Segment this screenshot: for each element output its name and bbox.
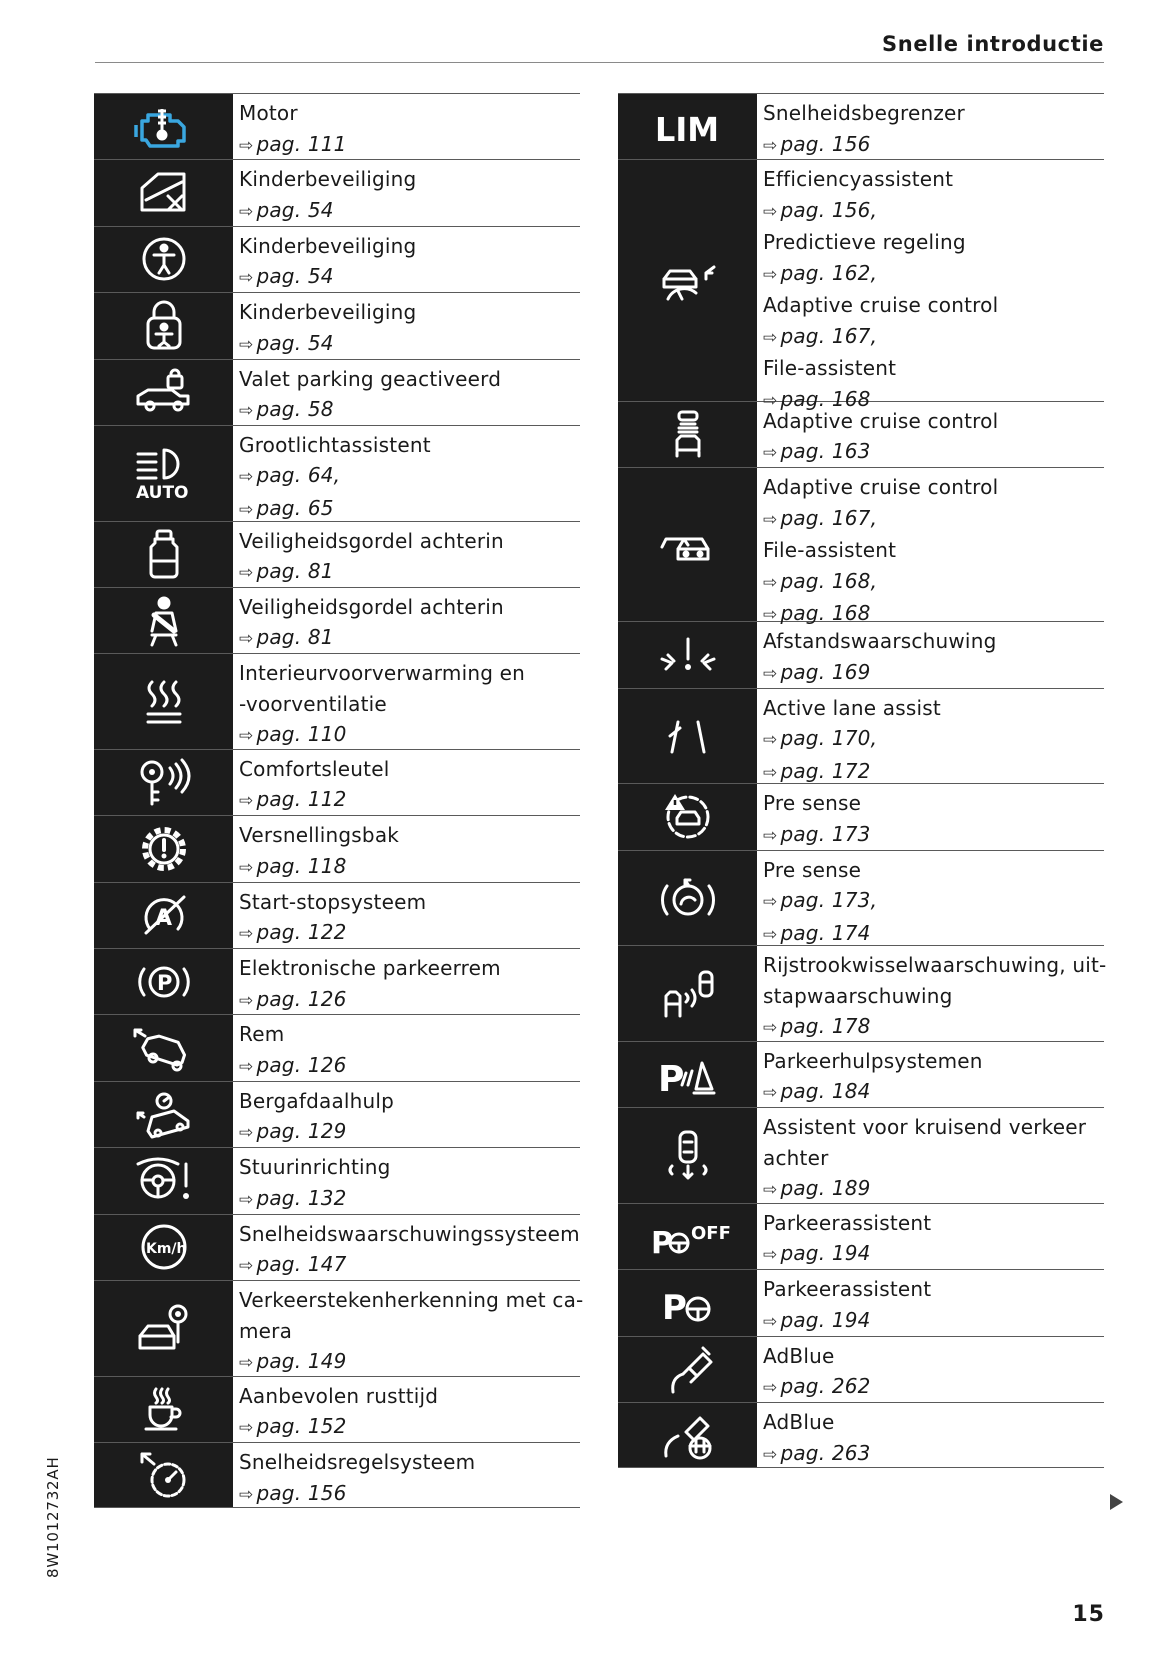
page-reference-link[interactable]: ⇨ pag. 54	[239, 197, 334, 222]
page-reference-link[interactable]: ⇨ pag. 81	[239, 559, 334, 584]
park-steering-off-icon	[618, 1204, 757, 1269]
indicator-label: Rem	[239, 1022, 285, 1047]
page-reference-link[interactable]: ⇨ pag. 126	[239, 986, 347, 1011]
indicator-table-right	[618, 93, 1107, 1468]
indicator-label: Stuurinrichting	[239, 1155, 391, 1180]
indicator-row	[94, 749, 580, 815]
park-assist-icon	[618, 1042, 757, 1107]
brake-hold-car-icon	[94, 1015, 233, 1080]
indicator-row	[618, 467, 1104, 626]
page-reference-link[interactable]: ⇨ pag. 172	[763, 758, 871, 783]
arrow-right-icon: ⇨	[763, 1180, 778, 1201]
page-reference-link[interactable]: ⇨ pag. 167,	[763, 505, 878, 530]
indicator-row	[618, 1402, 1104, 1468]
indicator-description	[233, 816, 580, 881]
indicator-description	[757, 946, 1106, 1041]
arrow-right-icon: ⇨	[239, 334, 254, 355]
pre-sense-warning-icon	[618, 784, 757, 849]
indicator-description	[757, 160, 1104, 411]
indicator-description	[233, 1148, 580, 1213]
arrow-right-icon: ⇨	[239, 1484, 254, 1505]
indicator-label: Interieurvoorverwarming en	[239, 661, 526, 686]
indicator-row	[618, 1107, 1104, 1203]
indicator-label: Kinderbeveiliging	[239, 233, 417, 258]
arrow-right-icon: ⇨	[239, 1056, 254, 1077]
indicator-description	[757, 784, 1104, 849]
arrow-right-icon: ⇨	[763, 135, 778, 156]
arrow-right-icon: ⇨	[239, 268, 254, 289]
indicator-label: Kinderbeveiliging	[239, 300, 417, 325]
indicator-label: mera	[239, 1318, 293, 1343]
arrow-right-icon: ⇨	[763, 509, 778, 530]
adblue-service-icon	[618, 1403, 757, 1467]
page-reference-link[interactable]: ⇨ pag. 132	[239, 1185, 347, 1210]
indicator-row	[618, 850, 1104, 946]
indicator-label: Predictieve regeling	[763, 230, 966, 255]
svg-text:P: P	[657, 1058, 684, 1100]
svg-text:P: P	[661, 1288, 687, 1328]
indicator-description	[233, 1215, 580, 1280]
arrow-right-icon: ⇨	[239, 629, 254, 650]
page-reference-link[interactable]: ⇨ pag. 112	[239, 787, 347, 812]
arrow-right-icon: ⇨	[239, 857, 254, 878]
indicator-row	[618, 945, 1107, 1041]
arrow-right-icon: ⇨	[239, 563, 254, 584]
arrow-right-icon: ⇨	[763, 264, 778, 285]
indicator-label: Snelheidsregelsysteem	[239, 1450, 476, 1475]
arrow-right-icon: ⇨	[763, 390, 778, 411]
indicator-label: Snelheidswaarschuwingssysteem	[239, 1221, 580, 1246]
page-number: 15	[1072, 1602, 1105, 1627]
page-reference-link[interactable]: ⇨ pag. 173	[763, 821, 871, 846]
continue-arrow-icon	[1110, 1494, 1123, 1510]
arrow-right-icon: ⇨	[239, 135, 254, 156]
lane-assist-icon	[618, 689, 757, 784]
page-reference-link[interactable]: ⇨ pag. 170,	[763, 726, 878, 751]
svg-text:AUTO: AUTO	[135, 483, 188, 504]
indicator-description	[233, 160, 580, 225]
arrow-right-icon: ⇨	[239, 201, 254, 222]
page-reference-link[interactable]: ⇨ pag. 168	[763, 601, 871, 626]
page-reference-link[interactable]: ⇨ pag. 81	[239, 625, 334, 650]
indicator-description	[233, 94, 580, 159]
indicator-description	[757, 1403, 1104, 1467]
page-reference-link[interactable]: ⇨ pag. 129	[239, 1119, 347, 1144]
page-reference-link[interactable]: ⇨ pag. 147	[239, 1252, 347, 1277]
arrow-right-icon: ⇨	[763, 1083, 778, 1104]
indicator-description	[233, 522, 580, 587]
indicator-label: Parkeerhulpsystemen	[763, 1048, 983, 1073]
comfort-key-icon	[94, 750, 233, 815]
page-reference-link[interactable]: ⇨ pag. 168,	[763, 568, 878, 593]
indicator-description	[757, 1270, 1104, 1335]
seat-belt-person-icon	[94, 588, 233, 653]
indicator-description	[233, 1377, 580, 1442]
indicator-label: Kinderbeveiliging	[239, 167, 417, 192]
page-reference-link[interactable]: ⇨ pag. 174	[763, 920, 871, 945]
svg-text:OFF: OFF	[690, 1222, 731, 1244]
arrow-right-icon: ⇨	[239, 401, 254, 422]
indicator-row	[94, 1376, 580, 1442]
indicator-label: Snelheidsbegrenzer	[763, 101, 965, 125]
page-reference-link[interactable]: ⇨ pag. 126	[239, 1052, 347, 1077]
indicator-label: Adaptive cruise control	[763, 293, 999, 318]
indicator-description	[233, 949, 580, 1014]
indicator-row	[618, 1336, 1104, 1402]
arrow-right-icon: ⇨	[763, 892, 778, 913]
indicator-row	[618, 688, 1104, 784]
indicator-table-left	[94, 93, 584, 1508]
arrow-right-icon: ⇨	[763, 1311, 778, 1332]
adblue-filler-icon	[618, 1337, 757, 1402]
indicator-description	[757, 622, 1104, 687]
indicator-label: Motor	[239, 101, 298, 125]
indicator-description	[233, 1443, 580, 1507]
arrow-right-icon: ⇨	[763, 825, 778, 846]
park-steering-icon	[618, 1270, 757, 1335]
indicator-label: Bergafdaalhulp	[239, 1088, 395, 1113]
indicator-row	[618, 159, 1104, 411]
indicator-description	[757, 689, 1104, 784]
indicator-row	[94, 1214, 580, 1280]
page-reference-link[interactable]: ⇨ pag. 149	[239, 1349, 347, 1374]
arrow-right-icon: ⇨	[763, 1018, 778, 1039]
indicator-row	[618, 1203, 1104, 1269]
page-reference-link[interactable]: ⇨ pag. 168	[763, 386, 871, 411]
arrow-right-icon: ⇨	[239, 1256, 254, 1277]
indicator-row	[94, 521, 580, 587]
distance-warning-icon	[618, 622, 757, 687]
indicator-row	[94, 93, 580, 159]
arrow-right-icon: ⇨	[239, 499, 254, 520]
page-reference-link[interactable]: ⇨ pag. 189	[763, 1176, 871, 1201]
indicator-description	[757, 851, 1104, 946]
high-beam-auto-icon	[94, 426, 233, 521]
indicator-row	[94, 882, 580, 948]
transmission-gear-icon	[94, 816, 233, 881]
arrow-right-icon: ⇨	[763, 572, 778, 593]
indicator-label: -voorventilatie	[239, 691, 387, 716]
indicator-description	[757, 1337, 1104, 1402]
arrow-right-icon: ⇨	[763, 730, 778, 751]
indicator-row	[94, 948, 580, 1014]
hill-descent-icon	[94, 1082, 233, 1147]
indicator-row	[94, 1147, 580, 1213]
indicator-label: stapwaarschuwing	[763, 983, 953, 1008]
indicator-description	[757, 94, 1104, 159]
page-reference-link[interactable]: ⇨ pag. 110	[239, 722, 347, 747]
indicator-label: Parkeerassistent	[763, 1277, 932, 1302]
indicator-label: Verkeerstekenherkenning met ca-	[239, 1288, 584, 1313]
page-reference-link[interactable]: ⇨ pag. 178	[763, 1014, 871, 1039]
arrow-right-icon: ⇨	[763, 443, 778, 464]
page-reference-link[interactable]: ⇨ pag. 54	[239, 330, 334, 355]
rear-seat-belt-icon	[94, 522, 233, 587]
indicator-label: achter	[763, 1145, 829, 1170]
indicator-description	[233, 588, 580, 653]
svg-text:A: A	[154, 906, 172, 932]
lim-icon	[618, 94, 757, 159]
page-reference-link[interactable]: ⇨ pag. 156,	[763, 197, 878, 222]
steering-warning-icon	[94, 1148, 233, 1213]
coffee-cup-icon	[94, 1377, 233, 1442]
indicator-label: Versnellingsbak	[239, 823, 400, 848]
indicator-label: Active lane assist	[763, 695, 941, 720]
indicator-description	[757, 402, 1104, 467]
page-reference-link[interactable]: ⇨ pag. 152	[239, 1414, 347, 1439]
indicator-row	[618, 1041, 1104, 1107]
arrow-right-icon: ⇨	[239, 1353, 254, 1374]
indicator-label: Comfortsleutel	[239, 756, 390, 781]
indicator-label: Elektronische parkeerrem	[239, 956, 501, 981]
arrow-right-icon: ⇨	[239, 924, 254, 945]
indicator-label: Assistent voor kruisend verkeer	[763, 1115, 1087, 1140]
indicator-row	[94, 425, 580, 521]
pre-sense-rear-icon	[618, 851, 757, 946]
engine-coolant-icon	[94, 94, 233, 159]
page-reference-link[interactable]: ⇨ pag. 156	[239, 1480, 347, 1505]
start-stop-off-icon	[94, 883, 233, 948]
arrow-right-icon: ⇨	[763, 762, 778, 783]
arrow-right-icon: ⇨	[239, 467, 254, 488]
indicator-description	[233, 1015, 580, 1080]
arrow-right-icon: ⇨	[763, 1245, 778, 1266]
indicator-label: Pre sense	[763, 791, 862, 816]
indicator-label: Efficiencyassistent	[763, 167, 954, 192]
cruise-control-icon	[94, 1443, 233, 1507]
arrow-right-icon: ⇨	[763, 1378, 778, 1399]
efficiency-assist-icon	[618, 160, 757, 401]
arrow-right-icon: ⇨	[763, 1444, 778, 1465]
svg-text:P: P	[650, 1225, 673, 1261]
indicator-description	[233, 1082, 580, 1147]
indicator-row	[94, 1280, 584, 1376]
indicator-label: Start-stopsysteem	[239, 889, 427, 914]
arrow-right-icon: ⇨	[763, 605, 778, 626]
page-reference-link[interactable]: ⇨ pag. 122	[239, 920, 347, 945]
page-reference-link[interactable]: ⇨ pag. 167,	[763, 323, 878, 348]
indicator-label: Adaptive cruise control	[763, 408, 999, 433]
indicator-description	[233, 426, 580, 521]
indicator-description	[233, 360, 580, 425]
svg-text:Km/h: Km/h	[145, 1241, 187, 1258]
indicator-description	[757, 1042, 1104, 1107]
indicator-label: Afstandswaarschuwing	[763, 629, 997, 654]
indicator-row	[618, 621, 1104, 687]
distance-car-icon	[618, 402, 757, 467]
section-title: Snelle introductie	[882, 32, 1104, 56]
indicator-label: Adaptive cruise control	[763, 475, 999, 500]
indicator-row	[94, 359, 580, 425]
indicator-label: Grootlichtassistent	[239, 432, 431, 457]
child-lock-padlock-icon	[94, 293, 233, 358]
parking-brake-icon	[94, 949, 233, 1014]
indicator-row	[94, 1014, 580, 1080]
indicator-label: AdBlue	[763, 1343, 835, 1368]
svg-text:P: P	[156, 970, 172, 995]
indicator-label: Veiligheidsgordel achterin	[239, 528, 504, 553]
page-reference-link[interactable]: ⇨ pag. 263	[763, 1440, 871, 1465]
indicator-label: Rijstrookwisselwaarschuwing, uit-	[763, 953, 1107, 978]
page-reference-link[interactable]: ⇨ pag. 111	[239, 131, 347, 156]
indicator-row	[94, 159, 580, 225]
page-header	[95, 28, 1104, 63]
arrow-right-icon: ⇨	[239, 1123, 254, 1144]
page-reference-link[interactable]: ⇨ pag. 169	[763, 659, 871, 684]
arrow-right-icon: ⇨	[239, 990, 254, 1011]
indicator-description	[757, 1108, 1104, 1203]
indicator-label: File-assistent	[763, 356, 897, 381]
traffic-jam-assist-icon	[618, 468, 757, 621]
page-reference-link[interactable]: ⇨ pag. 156	[763, 131, 871, 156]
speed-warning-kmh-icon	[94, 1215, 233, 1280]
indicator-description	[233, 750, 580, 815]
page-reference-link[interactable]: ⇨ pag. 58	[239, 397, 334, 422]
page-reference-link[interactable]: ⇨ pag. 118	[239, 853, 347, 878]
indicator-label: Pre sense	[763, 857, 862, 882]
arrow-right-icon: ⇨	[239, 791, 254, 812]
cross-traffic-rear-icon	[618, 1108, 757, 1203]
indicator-row	[618, 401, 1104, 467]
indicator-label: Aanbevolen rusttijd	[239, 1383, 439, 1408]
indicator-row	[618, 1269, 1104, 1335]
indicator-row	[94, 587, 580, 653]
arrow-right-icon: ⇨	[239, 726, 254, 747]
indicator-description	[233, 654, 580, 749]
page-reference-link[interactable]: ⇨ pag. 184	[763, 1079, 871, 1104]
traffic-sign-camera-icon	[94, 1281, 233, 1376]
indicator-label: Veiligheidsgordel achterin	[239, 594, 504, 619]
indicator-description	[757, 1204, 1104, 1269]
indicator-row	[618, 783, 1104, 849]
arrow-right-icon: ⇨	[763, 924, 778, 945]
indicator-row	[94, 1081, 580, 1147]
lane-change-warning-icon	[618, 946, 757, 1041]
arrow-right-icon: ⇨	[763, 663, 778, 684]
valet-car-lock-icon	[94, 360, 233, 425]
page-reference-link[interactable]: ⇨ pag. 173,	[763, 888, 878, 913]
page-reference-link[interactable]: ⇨ pag. 262	[763, 1374, 871, 1399]
arrow-right-icon: ⇨	[763, 327, 778, 348]
child-in-circle-icon	[94, 227, 233, 292]
indicator-row	[94, 1442, 580, 1508]
indicator-row	[94, 653, 580, 749]
indicator-label: File-assistent	[763, 538, 897, 563]
page-reference-link[interactable]: ⇨ pag. 162,	[763, 260, 878, 285]
svg-text:LIM: LIM	[654, 109, 719, 149]
document-code: 8W1012732AH	[44, 1456, 62, 1578]
auxiliary-heating-icon	[94, 654, 233, 749]
indicator-row	[94, 226, 580, 292]
page-reference-link[interactable]: ⇨ pag. 194	[763, 1241, 871, 1266]
arrow-right-icon: ⇨	[763, 201, 778, 222]
indicator-row	[94, 815, 580, 881]
indicator-label: Valet parking geactiveerd	[239, 366, 502, 391]
arrow-right-icon: ⇨	[239, 1189, 254, 1210]
page-reference-link[interactable]: ⇨ pag. 65	[239, 495, 334, 520]
indicator-label: AdBlue	[763, 1410, 835, 1435]
indicator-description	[233, 883, 580, 948]
page-reference-link[interactable]: ⇨ pag. 163	[763, 439, 871, 464]
indicator-description	[233, 293, 580, 358]
indicator-description	[233, 1281, 583, 1376]
indicator-description	[233, 227, 580, 292]
child-lock-window-icon	[94, 160, 233, 225]
indicator-row	[618, 93, 1104, 159]
indicator-description	[757, 468, 1104, 626]
indicator-label: Parkeerassistent	[763, 1210, 932, 1235]
indicator-row	[94, 292, 580, 358]
page-reference-link[interactable]: ⇨ pag. 194	[763, 1307, 871, 1332]
arrow-right-icon: ⇨	[239, 1418, 254, 1439]
page-reference-link[interactable]: ⇨ pag. 64,	[239, 463, 341, 488]
page-reference-link[interactable]: ⇨ pag. 54	[239, 264, 334, 289]
